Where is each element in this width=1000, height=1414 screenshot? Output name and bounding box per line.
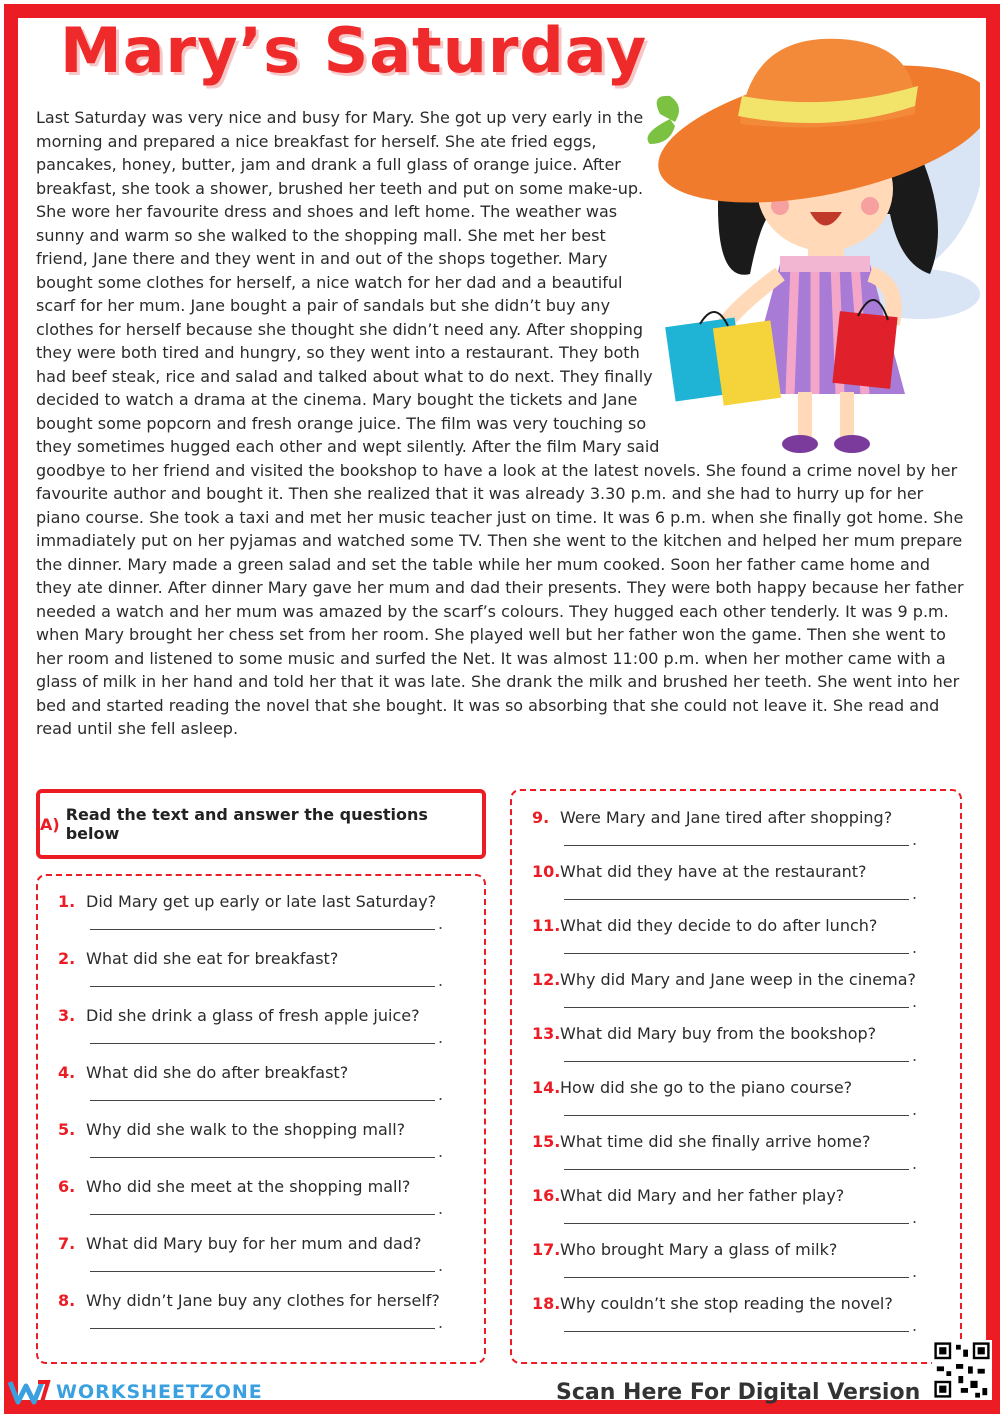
question-text: Who did she meet at the shopping mall? [86, 1177, 411, 1196]
answer-line-dot: . [438, 1313, 444, 1332]
answer-line[interactable] [564, 1060, 909, 1062]
question-text: What did she eat for breakfast? [86, 949, 339, 968]
question-item [532, 1078, 852, 1097]
answer-line-dot: . [912, 1154, 918, 1173]
question-item [58, 1120, 405, 1139]
question-item [58, 1006, 420, 1025]
answer-line[interactable] [90, 985, 435, 987]
question-text: Did she drink a glass of fresh apple juice? [86, 1006, 420, 1025]
answer-line-dot: . [912, 992, 918, 1011]
question-number: 17. [532, 1240, 561, 1259]
question-text: Were Mary and Jane tired after shopping? [560, 808, 893, 827]
answer-line[interactable] [564, 1276, 909, 1278]
question-number: 7. [58, 1234, 76, 1253]
worksheetzone-logo [8, 1378, 263, 1406]
answer-line[interactable] [90, 1270, 435, 1272]
question-item [58, 949, 338, 968]
question-number: 3. [58, 1006, 76, 1025]
question-text: Why did Mary and Jane weep in the cinema? [560, 970, 917, 989]
question-item [532, 862, 867, 881]
question-item [58, 1177, 410, 1196]
answer-line[interactable] [564, 1330, 909, 1332]
answer-line-dot: . [438, 1142, 444, 1161]
question-text: What did Mary buy from the bookshop? [560, 1024, 877, 1043]
question-number: 14. [532, 1078, 561, 1097]
section-a-heading [36, 789, 486, 859]
answer-line-dot: . [912, 1262, 918, 1281]
question-number: 5. [58, 1120, 76, 1139]
question-item [532, 1132, 870, 1151]
question-number: 12. [532, 970, 561, 989]
question-text: What did they have at the restaurant? [560, 862, 867, 881]
question-number: 4. [58, 1063, 76, 1082]
question-number: 11. [532, 916, 561, 935]
answer-line[interactable] [564, 898, 909, 900]
worksheetzone-logo-icon [8, 1378, 56, 1406]
question-item [532, 1294, 893, 1313]
question-text: How did she go to the piano course? [560, 1078, 853, 1097]
story-paragraph: Last Saturday was very nice and busy for Mary. She got up very early in the morning and prepared a nice breakfast for herself. She ate fried eggs, pancakes, honey, butter, jam and drank a full glass of orange juice. After breakfast, she took a shower, brushed her teeth and put on some make-up. She wore her favourite dress and shoes and left home. The weather was sunny and warm so she walked to the shopping mall. She met her best friend, Jane there and they went in and out of the shops together. Mary bought some clothes for herself, a nice watch for her dad and a beautiful scarf for her mum. Jane bought a pair of sandals but she didn’t buy any clothes for herself because she thought she didn’t need any. After shopping they were both tired and hungry, so they went into a restaurant. They both had beef steak, rice and salad and talked about what to do next. They finally decided to watch a drama at the cinema. Mary bought the tickets and Jane bought some popcorn and fresh orange juice. The film was very touching so they sometimes hugged each other and wept silently. After the film Mary said goodbye to her friend and visited the bookshop to have a look at the latest novels. She found a crime novel by her favourite author and bought it. Then she realized that it was already 3.30 p.m. and she had to hurry up for her piano course. She took a taxi and met her music teacher just on time. It was 6 p.m. when she finally got home. She immadiately put on her pyjamas and watched some TV. Then she went to the kitchen and helped her mum prepare the dinner. Mary made a green salad and set the table while her mum cooked. Soon her father came home and they ate dinner. After dinner Mary gave her mum and dad their presents. They were both happy because her father needed a watch and her mum was amazed by the scarf’s colours. They hugged each other tenderly. It was 9 p.m. when Mary brought her chess set from her room. She played well but her father won the game. Then she went to her room and listened to some music and surfed the Net. It was almost 11:00 p.m. when her mother came with a glass of milk in her hand and told her that it was late. She drank the milk and brushed her teeth. She went into her bed and started reading the novel that she bought. It was so absorbing that she could not leave it. She read and read until she fell asleep. [36, 108, 964, 738]
question-number: 1. [58, 892, 76, 911]
question-item [532, 970, 916, 989]
answer-line[interactable] [564, 1168, 909, 1170]
question-text: Who brought Mary a glass of milk? [560, 1240, 838, 1259]
question-text: What did Mary buy for her mum and dad? [86, 1234, 422, 1253]
question-item [532, 1186, 844, 1205]
answer-line-dot: . [912, 938, 918, 957]
question-text: Did Mary get up early or late last Saturday? [86, 892, 437, 911]
question-item [532, 1024, 876, 1043]
question-number: 8. [58, 1291, 76, 1310]
question-text: Why did she walk to the shopping mall? [86, 1120, 406, 1139]
answer-line-dot: . [912, 1316, 918, 1335]
question-number: 18. [532, 1294, 561, 1313]
question-item [58, 1063, 348, 1082]
question-text: What did Mary and her father play? [560, 1186, 845, 1205]
question-number: 9. [532, 808, 550, 827]
answer-line-dot: . [438, 914, 444, 933]
scan-caption: Scan Here For Digital Version [556, 1380, 921, 1405]
question-item [532, 1240, 837, 1259]
answer-line-dot: . [912, 830, 918, 849]
question-item [58, 1234, 422, 1253]
answer-line-dot: . [438, 1085, 444, 1104]
answer-line[interactable] [90, 1213, 435, 1215]
question-number: 15. [532, 1132, 561, 1151]
answer-line[interactable] [90, 1042, 435, 1044]
question-text: Why couldn’t she stop reading the novel? [560, 1294, 893, 1313]
answer-line-dot: . [912, 884, 918, 903]
question-text: What did they decide to do after lunch? [560, 916, 878, 935]
answer-line-dot: . [438, 1199, 444, 1218]
question-text: Why didn’t Jane buy any clothes for herself? [86, 1291, 440, 1310]
answer-line[interactable] [564, 952, 909, 954]
answer-line[interactable] [564, 1114, 909, 1116]
question-item [58, 1291, 440, 1310]
question-text: What did she do after breakfast? [86, 1063, 349, 1082]
answer-line[interactable] [564, 1222, 909, 1224]
answer-line[interactable] [90, 1099, 435, 1101]
question-number: 13. [532, 1024, 561, 1043]
question-item [532, 916, 877, 935]
question-item [58, 892, 436, 911]
answer-line[interactable] [90, 1156, 435, 1158]
answer-line-dot: . [912, 1046, 918, 1065]
logo-text: WORKSHEETZONE [56, 1381, 263, 1403]
answer-line[interactable] [90, 928, 435, 930]
section-a-mark: A) [40, 814, 60, 834]
question-number: 6. [58, 1177, 76, 1196]
question-item [532, 808, 892, 827]
answer-line[interactable] [564, 844, 909, 846]
answer-line[interactable] [90, 1327, 435, 1329]
question-text: What time did she finally arrive home? [560, 1132, 871, 1151]
answer-line-dot: . [438, 1256, 444, 1275]
answer-line-dot: . [438, 971, 444, 990]
question-number: 2. [58, 949, 76, 968]
qr-code-icon[interactable] [932, 1340, 992, 1400]
answer-line-dot: . [912, 1208, 918, 1227]
question-number: 16. [532, 1186, 561, 1205]
page-title: Mary’s Saturday [60, 14, 648, 87]
story-text [36, 106, 966, 741]
section-a-instruction: Read the text and answer the questions below [65, 805, 428, 843]
illustration-space [636, 106, 966, 451]
answer-line[interactable] [564, 1006, 909, 1008]
answer-line-dot: . [438, 1028, 444, 1047]
question-number: 10. [532, 862, 561, 881]
answer-line-dot: . [912, 1100, 918, 1119]
